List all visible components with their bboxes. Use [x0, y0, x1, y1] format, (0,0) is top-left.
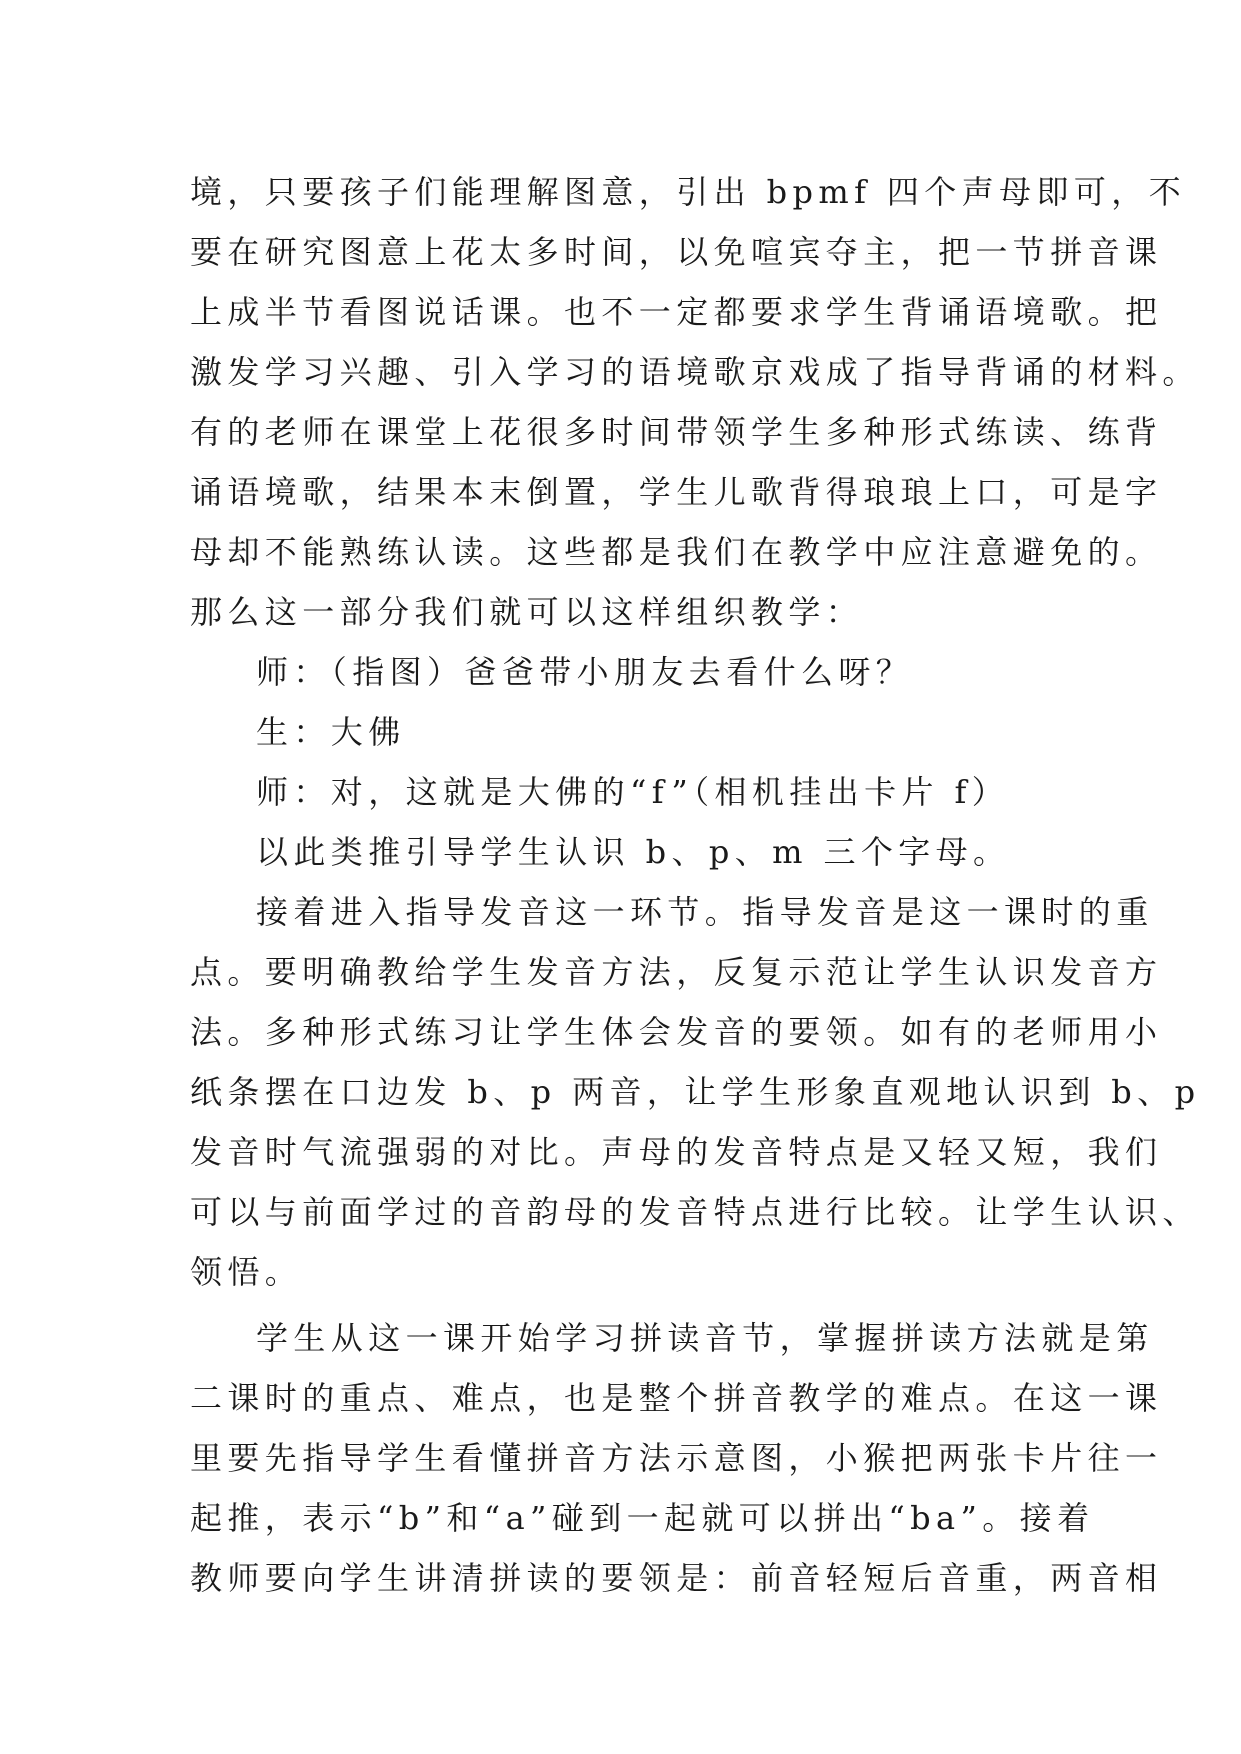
text-line: 以此类推引导学生认识 b、p、m 三个字母。 — [256, 833, 1011, 871]
paragraph — [190, 1308, 1163, 1608]
text-line: 母却不能熟练认读。这些都是我们在教学中应注意避免的。 — [190, 533, 1163, 571]
text-line: 点。要明确教给学生发音方法，反复示范让学生认识发音方 — [190, 953, 1163, 991]
text-line: 上成半节看图说话课。也不一定都要求学生背诵语境歌。把 — [190, 293, 1163, 331]
text-line: 师：（指图）爸爸带小朋友去看什么呀？ — [256, 653, 914, 691]
text-line: 法。多种形式练习让学生体会发音的要领。如有的老师用小 — [190, 1013, 1163, 1051]
paragraph — [190, 162, 1200, 642]
dialogue-teacher-question — [190, 642, 1062, 702]
text-line: 里要先指导学生看懂拼音方法示意图，小猴把两张卡片往一 — [190, 1439, 1163, 1477]
text-line: 教师要向学生讲清拼读的要领是：前音轻短后音重，两音相 — [190, 1559, 1163, 1597]
document-page — [190, 162, 1201, 1608]
text-line: 那么这一部分我们就可以这样组织教学： — [190, 593, 864, 631]
text-line: 发音时气流强弱的对比。声母的发音特点是又轻又短，我们 — [190, 1133, 1163, 1171]
text-line: 生：大佛 — [256, 713, 406, 751]
paragraph — [190, 882, 1201, 1302]
text-line: 学生从这一课开始学习拼读音节，掌握拼读方法就是第 — [256, 1319, 1154, 1357]
text-line: 二课时的重点、难点，也是整个拼音教学的难点。在这一课 — [190, 1379, 1163, 1417]
dialogue-teacher-reply — [190, 762, 1062, 822]
text-line: 境，只要孩子们能理解图意，引出 bpmf 四个声母即可，不 — [190, 173, 1187, 211]
paragraph — [190, 822, 1062, 882]
text-line: 起推，表示“b”和“a”碰到一起就可以拼出“ba”。接着 — [190, 1499, 1095, 1537]
text-line: 激发学习兴趣、引入学习的语境歌京戏成了指导背诵的材料。 — [190, 353, 1200, 391]
text-line: 领悟。 — [190, 1253, 303, 1291]
text-line: 要在研究图意上花太多时间，以免喧宾夺主，把一节拼音课 — [190, 233, 1163, 271]
dialogue-student-answer — [190, 702, 1062, 762]
text-line: 纸条摆在口边发 b、p 两音，让学生形象直观地认识到 b、p — [190, 1073, 1201, 1111]
text-line: 诵语境歌，结果本末倒置，学生儿歌背得琅琅上口，可是字 — [190, 473, 1163, 511]
text-line: 可以与前面学过的音韵母的发音特点进行比较。让学生认识、 — [190, 1193, 1200, 1231]
text-line: 师：对，这就是大佛的“f”（相机挂出卡片 f） — [256, 773, 1010, 811]
text-line: 接着进入指导发音这一环节。指导发音是这一课时的重 — [256, 893, 1154, 931]
text-line: 有的老师在课堂上花很多时间带领学生多种形式练读、练背 — [190, 413, 1163, 451]
